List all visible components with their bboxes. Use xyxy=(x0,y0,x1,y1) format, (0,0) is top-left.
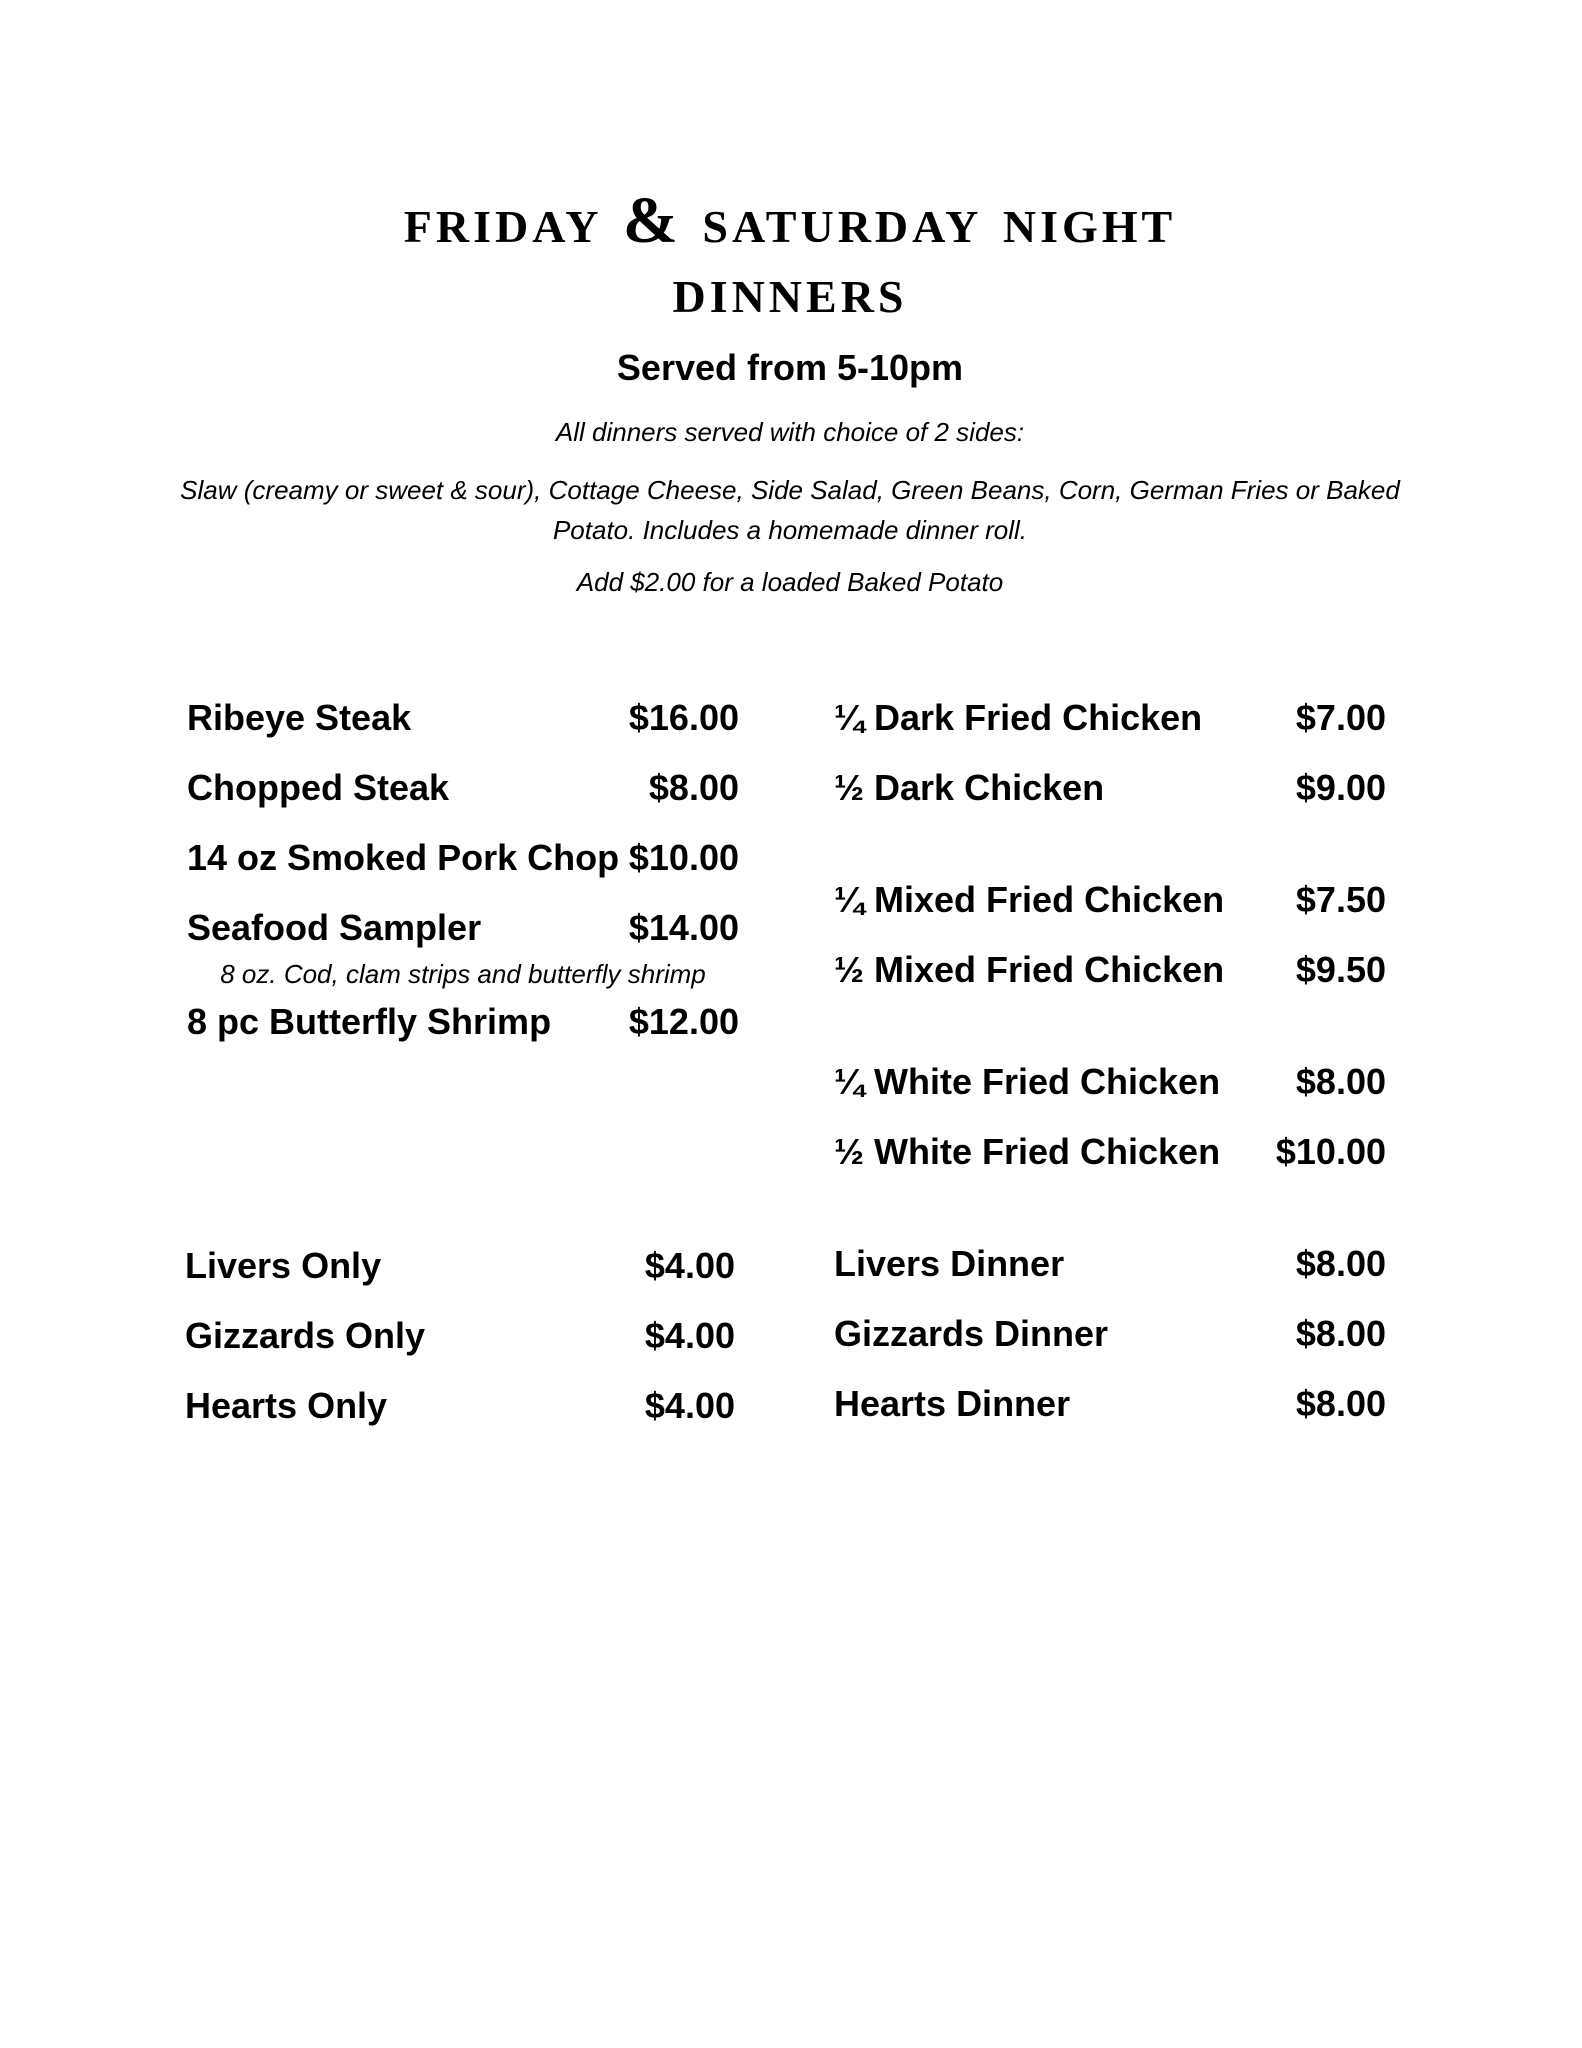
item-price: $12.00 xyxy=(628,1001,739,1042)
menu-item-butterfly-shrimp xyxy=(187,1000,739,1044)
menu-item-quarter-dark-chicken xyxy=(834,696,1386,740)
menu-item-quarter-mixed-chicken xyxy=(834,878,1386,922)
item-price: $7.00 xyxy=(1295,697,1386,738)
item-name: Ribeye Steak xyxy=(187,697,412,738)
menu-item-livers-dinner xyxy=(834,1242,1386,1286)
item-price: $8.00 xyxy=(1295,1313,1386,1354)
item-name: ¼ Mixed Fried Chicken xyxy=(834,879,1225,920)
item-price: $14.00 xyxy=(628,907,739,948)
menu-item-half-mixed-chicken xyxy=(834,948,1386,992)
item-name: Livers Dinner xyxy=(834,1243,1065,1284)
menu-item-half-dark-chicken xyxy=(834,766,1386,810)
loaded-potato-note: Add $2.00 for a loaded Baked Potato xyxy=(576,567,1004,597)
item-name: Seafood Sampler xyxy=(187,907,482,948)
item-price: $8.00 xyxy=(1295,1243,1386,1284)
menu-item-seafood-sampler xyxy=(187,906,739,950)
item-name: Gizzards Only xyxy=(185,1315,426,1356)
item-name: Hearts Dinner xyxy=(834,1383,1071,1424)
item-price: $4.00 xyxy=(644,1385,735,1426)
item-name: ½ Mixed Fried Chicken xyxy=(834,949,1225,990)
serving-hours: Served from 5-10pm xyxy=(616,347,964,388)
item-price: $10.00 xyxy=(628,837,739,878)
item-price: $8.00 xyxy=(1295,1383,1386,1424)
item-price: $16.00 xyxy=(628,697,739,738)
sides-list-note: Slaw (creamy or sweet & sour), Cottage Cheese, Side Salad, Green Beans, Corn, German Fries or Baked Potato. Includes a homemade dinner roll. xyxy=(180,475,1400,545)
item-name: 14 oz Smoked Pork Chop xyxy=(187,837,620,878)
item-price: $4.00 xyxy=(644,1245,735,1286)
item-price: $4.00 xyxy=(644,1315,735,1356)
item-name: ½ Dark Chicken xyxy=(834,767,1105,808)
item-name: Hearts Only xyxy=(185,1385,388,1426)
item-price: $8.00 xyxy=(1295,1061,1386,1102)
item-name: ¼ Dark Fried Chicken xyxy=(834,697,1203,738)
menu-item-livers-only xyxy=(185,1244,735,1288)
item-name: 8 pc Butterfly Shrimp xyxy=(187,1001,552,1042)
menu-item-gizzards-only xyxy=(185,1314,735,1358)
item-name: Chopped Steak xyxy=(187,767,450,808)
seafood-sampler-description: 8 oz. Cod, clam strips and butterfly shrimp xyxy=(220,959,706,989)
menu-title-line2: dinners xyxy=(672,254,908,327)
menu-title-line1: friday & saturday night xyxy=(403,184,1177,257)
menu-item-quarter-white-chicken xyxy=(834,1060,1386,1104)
menu-item-hearts-dinner xyxy=(834,1382,1386,1426)
menu-item-smoked-pork-chop xyxy=(187,836,739,880)
item-name: ½ White Fried Chicken xyxy=(834,1131,1221,1172)
item-price: $9.00 xyxy=(1295,767,1386,808)
item-name: Livers Only xyxy=(185,1245,382,1286)
item-price: $8.00 xyxy=(648,767,739,808)
menu-item-hearts-only xyxy=(185,1384,735,1428)
menu-item-chopped-steak xyxy=(187,766,739,810)
item-price: $10.00 xyxy=(1275,1131,1386,1172)
menu-item-ribeye-steak xyxy=(187,696,739,740)
menu-item-gizzards-dinner xyxy=(834,1312,1386,1356)
item-price: $7.50 xyxy=(1295,879,1386,920)
menu-item-half-white-chicken xyxy=(834,1130,1386,1174)
item-name: ¼ White Fried Chicken xyxy=(834,1061,1221,1102)
item-price: $9.50 xyxy=(1295,949,1386,990)
item-name: Gizzards Dinner xyxy=(834,1313,1109,1354)
sides-note: All dinners served with choice of 2 sides: xyxy=(555,417,1025,447)
